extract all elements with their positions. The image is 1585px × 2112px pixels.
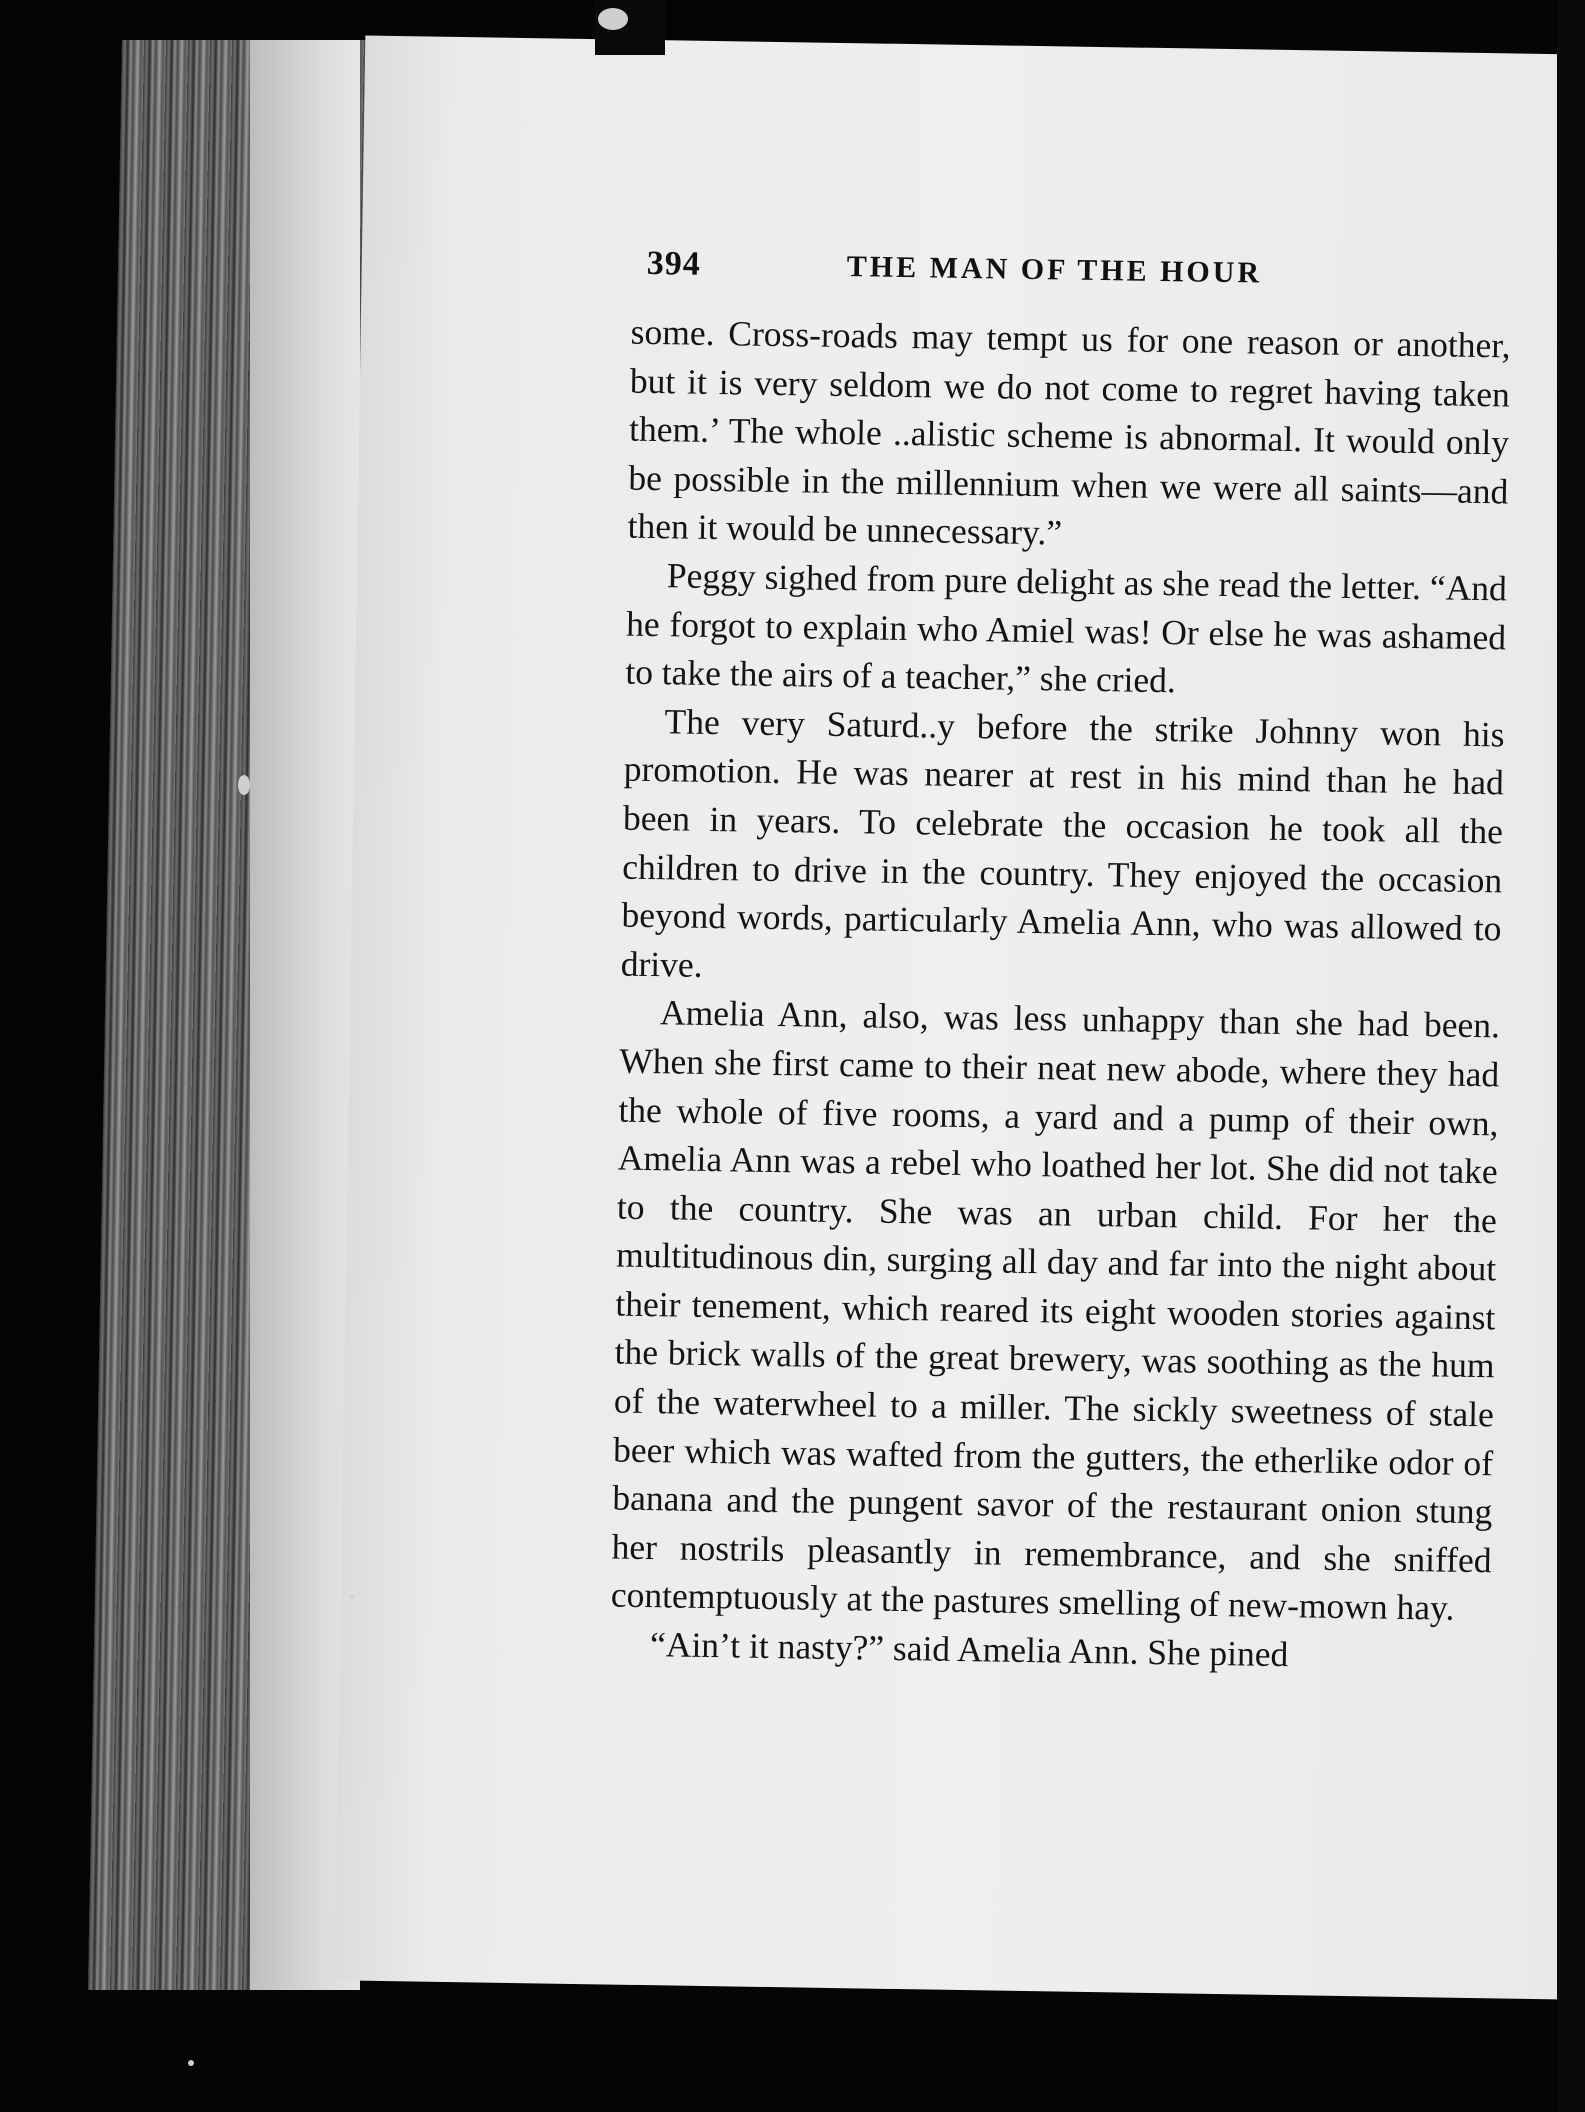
- book-page: [335, 35, 1585, 1999]
- paragraph-4: Amelia Ann, also, was less unhappy than she had been. When she first came to their neat new abode, where they had the whole of five rooms, a yard and a pump of their own, Amelia Ann was a rebel who loathed her lot. She did not take to the country. She was an urban child. For her the multitudinous din, surging all day and far into the night about their tenement, which reared its eight wooden stories against the brick walls of the great brewery, was soothing as the hum of the waterwheel to a miller. The sickly sweetness of stale beer which was wafted from the gutters, the etherlike odor of banana and the pungent savor of the restaurant onion stung her nostrils pleasantly in remembrance, and she sniffed contemptuously at the pastures smelling of new-mown hay.: [610, 992, 1501, 1629]
- paragraph-2: Peggy sighed from pure delight as she read the letter. “And he forgot to explain who Amiel was! Or else he was ashamed to take the airs of a teacher,” she cried.: [625, 555, 1508, 701]
- paragraph-3: The very Saturd..y before the strike Johnny won his promotion. He was nearer at rest in his mind than he had been in years. To celebrate the occasion he took all the children to drive in the country. They enjoyed the occasion beyond words, particularly Amelia Ann, who was allowed to drive.: [620, 700, 1505, 985]
- page-number: 394: [646, 244, 702, 283]
- page-header: [646, 245, 1527, 309]
- dust-speck: [188, 2060, 194, 2066]
- dust-speck: [350, 1595, 354, 1599]
- right-margin-shadow: [1557, 0, 1585, 2112]
- running-head: THE MAN OF THE HOUR: [846, 250, 1263, 290]
- paragraph-1: some. Cross-roads may tempt us for one reason or another, but it is very seldom we do not come to regret having taken them.’ The whole ..alistic scheme is abnormal. It would only be possible in the millennium when we were all saints—and then it would be unnecessary.”: [627, 311, 1511, 553]
- body-text: [610, 308, 1511, 1682]
- paragraph-5: “Ain’t it nasty?” said Amelia Ann. She pined: [649, 1624, 1289, 1675]
- dust-speck: [238, 775, 250, 795]
- dust-speck: [598, 8, 628, 30]
